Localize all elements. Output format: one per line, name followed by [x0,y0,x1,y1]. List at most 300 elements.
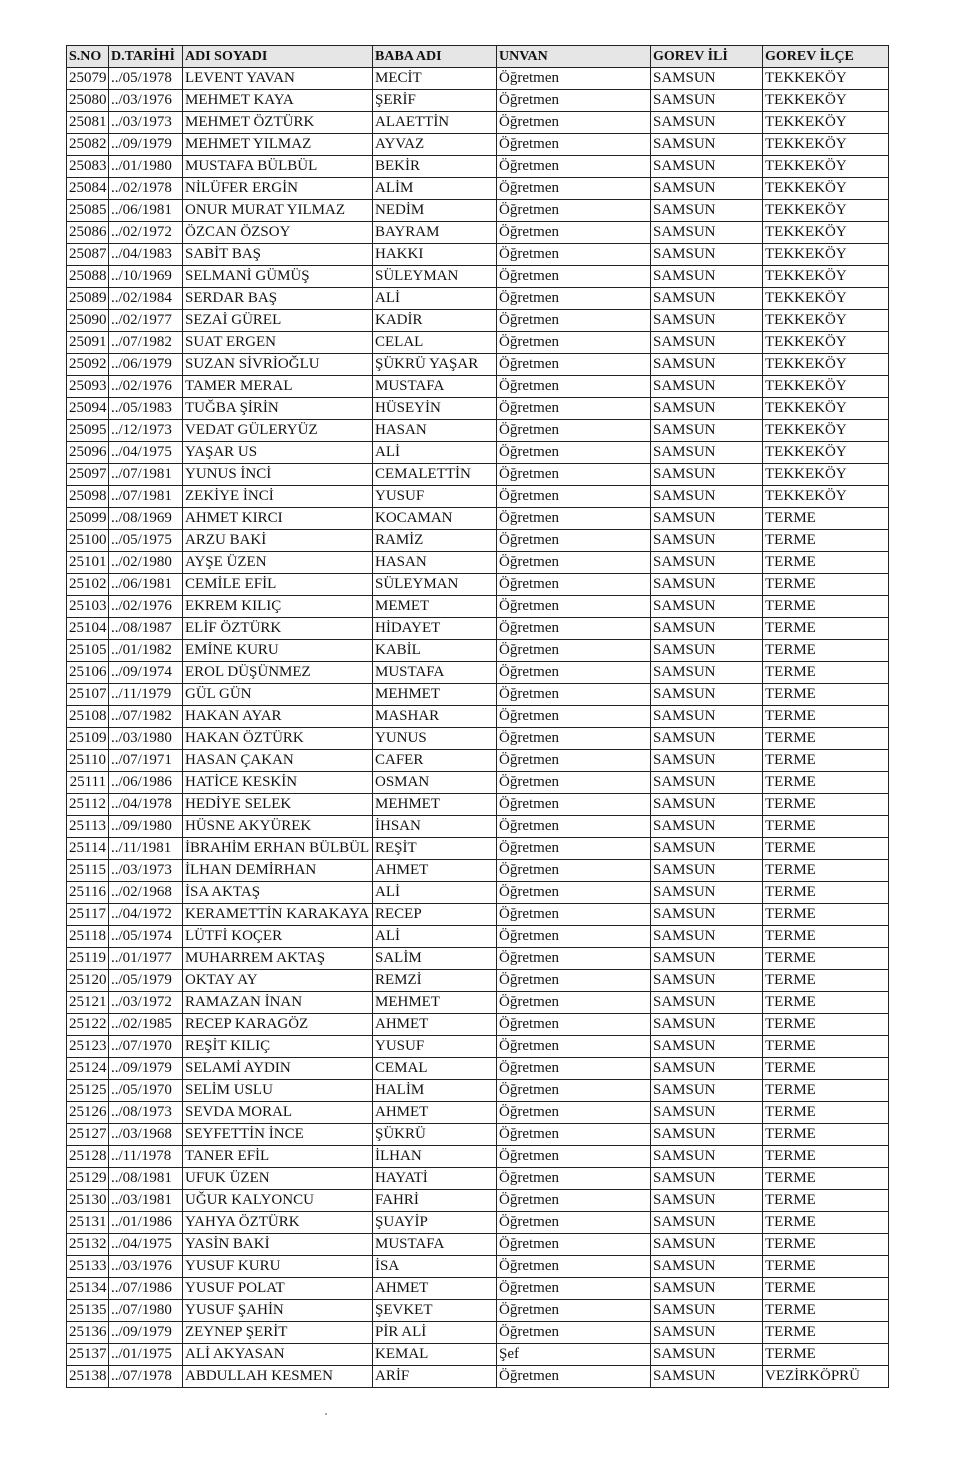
cell-father-name: HALİM [373,1080,497,1102]
cell-name: ÖZCAN ÖZSOY [183,222,373,244]
cell-district: VEZİRKÖPRÜ [763,1366,889,1388]
table-row [67,640,889,662]
cell-date: ../01/1980 [109,156,183,178]
cell-sno: 25103 [67,596,109,618]
cell-district: TEKKEKÖY [763,398,889,420]
cell-province: SAMSUN [651,1168,763,1190]
cell-province: SAMSUN [651,1146,763,1168]
cell-district: TEKKEKÖY [763,222,889,244]
cell-date: ../07/1986 [109,1278,183,1300]
cell-name: ALİ AKYASAN [183,1344,373,1366]
cell-name: YAHYA ÖZTÜRK [183,1212,373,1234]
cell-father-name: CEMALETTİN [373,464,497,486]
cell-name: HATİCE KESKİN [183,772,373,794]
cell-name: GÜL GÜN [183,684,373,706]
cell-district: TEKKEKÖY [763,90,889,112]
cell-sno: 25131 [67,1212,109,1234]
cell-province: SAMSUN [651,1322,763,1344]
cell-name: İSA AKTAŞ [183,882,373,904]
cell-sno: 25127 [67,1124,109,1146]
table-row [67,464,889,486]
cell-title: Öğretmen [497,1014,651,1036]
cell-title: Öğretmen [497,90,651,112]
cell-name: HEDİYE SELEK [183,794,373,816]
cell-sno: 25096 [67,442,109,464]
cell-district: TERME [763,574,889,596]
cell-name: UFUK ÜZEN [183,1168,373,1190]
cell-title: Öğretmen [497,310,651,332]
cell-date: ../02/1976 [109,376,183,398]
cell-date: ../01/1977 [109,948,183,970]
table-row [67,596,889,618]
cell-sno: 25113 [67,816,109,838]
cell-district: TERME [763,1256,889,1278]
cell-father-name: CAFER [373,750,497,772]
table-row [67,684,889,706]
cell-province: SAMSUN [651,420,763,442]
cell-sno: 25088 [67,266,109,288]
table-row [67,112,889,134]
cell-title: Öğretmen [497,464,651,486]
cell-title: Öğretmen [497,1212,651,1234]
cell-sno: 25099 [67,508,109,530]
cell-father-name: REŞİT [373,838,497,860]
cell-name: LÜTFİ KOÇER [183,926,373,948]
cell-name: EKREM KILIÇ [183,596,373,618]
cell-title: Öğretmen [497,684,651,706]
cell-sno: 25125 [67,1080,109,1102]
cell-sno: 25092 [67,354,109,376]
cell-date: ../02/1978 [109,178,183,200]
cell-title: Öğretmen [497,1278,651,1300]
cell-name: HAKAN ÖZTÜRK [183,728,373,750]
cell-date: ../08/1987 [109,618,183,640]
cell-father-name: HASAN [373,552,497,574]
cell-sno: 25116 [67,882,109,904]
cell-name: TUĞBA ŞİRİN [183,398,373,420]
cell-sno: 25132 [67,1234,109,1256]
cell-date: ../01/1975 [109,1344,183,1366]
cell-title: Öğretmen [497,574,651,596]
table-row [67,420,889,442]
cell-sno: 25094 [67,398,109,420]
cell-date: ../02/1976 [109,596,183,618]
cell-sno: 25087 [67,244,109,266]
table-row [67,728,889,750]
cell-province: SAMSUN [651,178,763,200]
table-row [67,222,889,244]
table-row [67,750,889,772]
cell-father-name: AHMET [373,1278,497,1300]
cell-district: TEKKEKÖY [763,420,889,442]
cell-sno: 25102 [67,574,109,596]
cell-name: HASAN ÇAKAN [183,750,373,772]
cell-father-name: RAMİZ [373,530,497,552]
cell-province: SAMSUN [651,1080,763,1102]
cell-title: Öğretmen [497,1366,651,1388]
cell-name: YASİN BAKİ [183,1234,373,1256]
cell-father-name: MEMET [373,596,497,618]
cell-title: Öğretmen [497,1322,651,1344]
table-row [67,574,889,596]
table-row [67,508,889,530]
cell-date: ../03/1973 [109,860,183,882]
cell-father-name: HASAN [373,420,497,442]
table-row [67,1014,889,1036]
scan-speck [325,1413,327,1415]
cell-name: AHMET KIRCI [183,508,373,530]
cell-date: ../04/1983 [109,244,183,266]
cell-title: Öğretmen [497,1300,651,1322]
cell-title: Öğretmen [497,508,651,530]
cell-district: TERME [763,860,889,882]
cell-sno: 25123 [67,1036,109,1058]
cell-sno: 25107 [67,684,109,706]
cell-district: TEKKEKÖY [763,178,889,200]
table-row [67,1146,889,1168]
cell-date: ../08/1973 [109,1102,183,1124]
cell-title: Öğretmen [497,266,651,288]
cell-sno: 25117 [67,904,109,926]
table-row [67,1278,889,1300]
cell-district: TEKKEKÖY [763,156,889,178]
cell-father-name: AYVAZ [373,134,497,156]
cell-father-name: ALİ [373,882,497,904]
cell-date: ../09/1979 [109,1322,183,1344]
cell-district: TEKKEKÖY [763,376,889,398]
cell-title: Öğretmen [497,1256,651,1278]
cell-sno: 25086 [67,222,109,244]
cell-father-name: SÜLEYMAN [373,266,497,288]
cell-title: Öğretmen [497,794,651,816]
cell-sno: 25090 [67,310,109,332]
cell-title: Öğretmen [497,354,651,376]
cell-father-name: FAHRİ [373,1190,497,1212]
cell-title: Öğretmen [497,882,651,904]
table-row [67,1036,889,1058]
cell-title: Öğretmen [497,552,651,574]
cell-sno: 25091 [67,332,109,354]
cell-date: ../04/1978 [109,794,183,816]
cell-date: ../05/1983 [109,398,183,420]
cell-district: TERME [763,1190,889,1212]
table-row [67,244,889,266]
cell-father-name: PİR ALİ [373,1322,497,1344]
cell-name: CEMİLE EFİL [183,574,373,596]
cell-name: AYŞE ÜZEN [183,552,373,574]
cell-province: SAMSUN [651,992,763,1014]
cell-name: YUNUS İNCİ [183,464,373,486]
cell-date: ../05/1978 [109,68,183,90]
cell-name: SUZAN SİVRİOĞLU [183,354,373,376]
cell-sno: 25106 [67,662,109,684]
cell-title: Öğretmen [497,156,651,178]
cell-sno: 25109 [67,728,109,750]
cell-date: ../05/1974 [109,926,183,948]
cell-name: SABİT BAŞ [183,244,373,266]
cell-date: ../03/1968 [109,1124,183,1146]
cell-province: SAMSUN [651,530,763,552]
cell-district: TEKKEKÖY [763,134,889,156]
cell-name: MEHMET ÖZTÜRK [183,112,373,134]
cell-father-name: MEHMET [373,992,497,1014]
cell-date: ../02/1985 [109,1014,183,1036]
cell-name: YUSUF ŞAHİN [183,1300,373,1322]
cell-father-name: REMZİ [373,970,497,992]
cell-district: TERME [763,970,889,992]
cell-district: TERME [763,750,889,772]
cell-name: MUHARREM AKTAŞ [183,948,373,970]
table-row [67,442,889,464]
cell-father-name: ALİM [373,178,497,200]
cell-father-name: ŞÜKRÜ YAŞAR [373,354,497,376]
header-title: UNVAN [497,46,651,68]
cell-date: ../07/1981 [109,486,183,508]
cell-name: SEVDA MORAL [183,1102,373,1124]
cell-title: Öğretmen [497,112,651,134]
cell-father-name: MUSTAFA [373,376,497,398]
cell-date: ../03/1972 [109,992,183,1014]
cell-name: ONUR MURAT YILMAZ [183,200,373,222]
cell-date: ../07/1978 [109,1366,183,1388]
cell-title: Öğretmen [497,222,651,244]
cell-title: Öğretmen [497,486,651,508]
cell-province: SAMSUN [651,1300,763,1322]
cell-date: ../05/1979 [109,970,183,992]
cell-date: ../03/1973 [109,112,183,134]
cell-date: ../03/1980 [109,728,183,750]
cell-father-name: HİDAYET [373,618,497,640]
cell-father-name: HAKKI [373,244,497,266]
table-row [67,1124,889,1146]
cell-name: YAŞAR US [183,442,373,464]
cell-sno: 25126 [67,1102,109,1124]
cell-father-name: BEKİR [373,156,497,178]
cell-sno: 25083 [67,156,109,178]
cell-date: ../04/1975 [109,1234,183,1256]
cell-province: SAMSUN [651,1190,763,1212]
cell-date: ../09/1974 [109,662,183,684]
table-row [67,1300,889,1322]
cell-name: YUSUF KURU [183,1256,373,1278]
cell-title: Öğretmen [497,750,651,772]
cell-district: TERME [763,618,889,640]
cell-title: Öğretmen [497,618,651,640]
table-row [67,68,889,90]
cell-sno: 25095 [67,420,109,442]
cell-date: ../08/1981 [109,1168,183,1190]
table-row [67,332,889,354]
table-row [67,156,889,178]
cell-sno: 25079 [67,68,109,90]
table-body [67,68,889,1388]
cell-title: Öğretmen [497,662,651,684]
cell-district: TERME [763,882,889,904]
table-row [67,1366,889,1388]
cell-sno: 25114 [67,838,109,860]
table-row [67,486,889,508]
cell-date: ../02/1972 [109,222,183,244]
cell-sno: 25093 [67,376,109,398]
table-row [67,662,889,684]
cell-district: TERME [763,1168,889,1190]
cell-district: TERME [763,508,889,530]
cell-date: ../07/1981 [109,464,183,486]
cell-date: ../01/1986 [109,1212,183,1234]
table-row [67,1322,889,1344]
cell-father-name: ŞERİF [373,90,497,112]
cell-province: SAMSUN [651,970,763,992]
cell-province: SAMSUN [651,1058,763,1080]
cell-district: TERME [763,1212,889,1234]
cell-date: ../04/1972 [109,904,183,926]
table-row [67,310,889,332]
cell-district: TERME [763,816,889,838]
cell-date: ../09/1979 [109,134,183,156]
cell-province: SAMSUN [651,486,763,508]
cell-sno: 25112 [67,794,109,816]
cell-sno: 25115 [67,860,109,882]
cell-sno: 25118 [67,926,109,948]
cell-sno: 25130 [67,1190,109,1212]
cell-name: RECEP KARAGÖZ [183,1014,373,1036]
cell-province: SAMSUN [651,1344,763,1366]
cell-father-name: KADİR [373,310,497,332]
personnel-table [66,45,889,1388]
cell-sno: 25110 [67,750,109,772]
cell-name: SELAMİ AYDIN [183,1058,373,1080]
cell-province: SAMSUN [651,1014,763,1036]
cell-date: ../07/1971 [109,750,183,772]
cell-district: TERME [763,1014,889,1036]
cell-name: SEZAİ GÜREL [183,310,373,332]
cell-father-name: ALAETTİN [373,112,497,134]
cell-father-name: RECEP [373,904,497,926]
table-header-row [67,46,889,68]
cell-father-name: NEDİM [373,200,497,222]
cell-province: SAMSUN [651,552,763,574]
cell-province: SAMSUN [651,244,763,266]
cell-date: ../03/1981 [109,1190,183,1212]
cell-father-name: AHMET [373,860,497,882]
cell-province: SAMSUN [651,1234,763,1256]
cell-date: ../02/1980 [109,552,183,574]
cell-province: SAMSUN [651,882,763,904]
cell-father-name: İLHAN [373,1146,497,1168]
cell-sno: 25119 [67,948,109,970]
cell-name: ARZU BAKİ [183,530,373,552]
cell-title: Öğretmen [497,904,651,926]
cell-district: TEKKEKÖY [763,244,889,266]
cell-date: ../05/1970 [109,1080,183,1102]
cell-title: Öğretmen [497,772,651,794]
cell-date: ../07/1980 [109,1300,183,1322]
table-row [67,772,889,794]
cell-district: TERME [763,662,889,684]
cell-province: SAMSUN [651,640,763,662]
cell-father-name: BAYRAM [373,222,497,244]
cell-title: Öğretmen [497,640,651,662]
table-row [67,706,889,728]
cell-name: KERAMETTİN KARAKAYA [183,904,373,926]
cell-date: ../07/1982 [109,332,183,354]
cell-father-name: AHMET [373,1014,497,1036]
cell-father-name: ALİ [373,926,497,948]
cell-title: Öğretmen [497,178,651,200]
cell-date: ../10/1969 [109,266,183,288]
cell-province: SAMSUN [651,772,763,794]
table-row [67,288,889,310]
cell-date: ../09/1979 [109,1058,183,1080]
cell-district: TERME [763,728,889,750]
table-row [67,530,889,552]
cell-district: TERME [763,926,889,948]
cell-name: VEDAT GÜLERYÜZ [183,420,373,442]
cell-name: REŞİT KILIÇ [183,1036,373,1058]
cell-district: TEKKEKÖY [763,486,889,508]
cell-district: TERME [763,1234,889,1256]
cell-title: Öğretmen [497,596,651,618]
table-row [67,926,889,948]
cell-sno: 25129 [67,1168,109,1190]
cell-province: SAMSUN [651,662,763,684]
cell-district: TERME [763,992,889,1014]
cell-sno: 25105 [67,640,109,662]
cell-name: SELMANİ GÜMÜŞ [183,266,373,288]
cell-date: ../11/1978 [109,1146,183,1168]
cell-province: SAMSUN [651,838,763,860]
cell-father-name: YUNUS [373,728,497,750]
header-date: D.TARİHİ [109,46,183,68]
cell-province: SAMSUN [651,68,763,90]
cell-province: SAMSUN [651,156,763,178]
table-row [67,1190,889,1212]
cell-name: SEYFETTİN İNCE [183,1124,373,1146]
cell-date: ../06/1981 [109,574,183,596]
cell-province: SAMSUN [651,508,763,530]
cell-district: TERME [763,1322,889,1344]
cell-district: TERME [763,1344,889,1366]
header-district: GOREV İLÇE [763,46,889,68]
cell-date: ../07/1982 [109,706,183,728]
cell-district: TERME [763,640,889,662]
cell-district: TERME [763,596,889,618]
cell-date: ../02/1968 [109,882,183,904]
cell-father-name: KOCAMAN [373,508,497,530]
cell-sno: 25134 [67,1278,109,1300]
cell-sno: 25080 [67,90,109,112]
cell-sno: 25137 [67,1344,109,1366]
table-row [67,838,889,860]
cell-sno: 25084 [67,178,109,200]
cell-title: Öğretmen [497,1036,651,1058]
cell-date: ../03/1976 [109,90,183,112]
table-row [67,1102,889,1124]
header-name: ADI SOYADI [183,46,373,68]
cell-province: SAMSUN [651,1102,763,1124]
cell-province: SAMSUN [651,112,763,134]
cell-district: TERME [763,1146,889,1168]
cell-sno: 25122 [67,1014,109,1036]
cell-title: Öğretmen [497,1124,651,1146]
cell-date: ../06/1981 [109,200,183,222]
cell-date: ../08/1969 [109,508,183,530]
cell-date: ../03/1976 [109,1256,183,1278]
cell-title: Öğretmen [497,1102,651,1124]
cell-name: EROL DÜŞÜNMEZ [183,662,373,684]
cell-district: TEKKEKÖY [763,464,889,486]
cell-province: SAMSUN [651,200,763,222]
